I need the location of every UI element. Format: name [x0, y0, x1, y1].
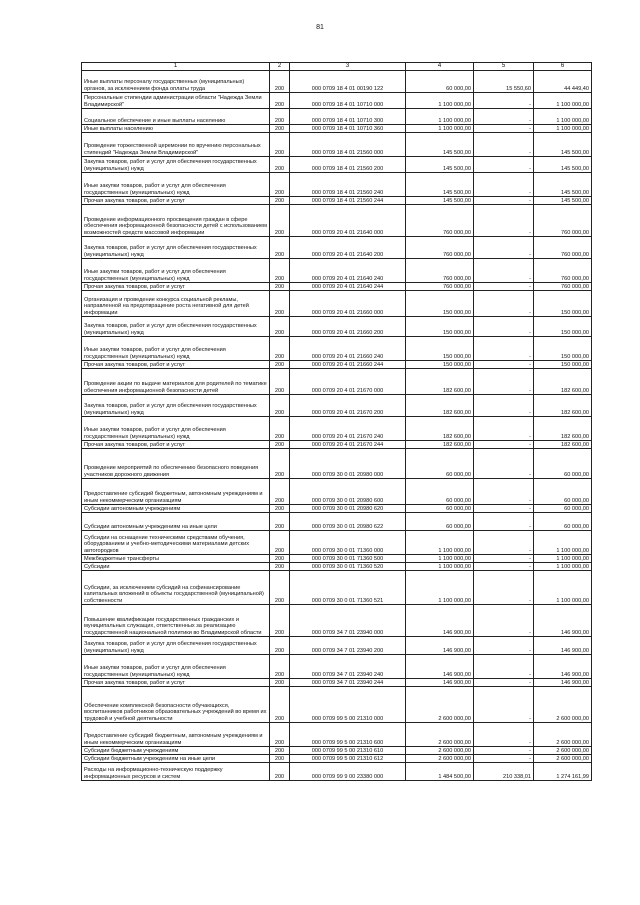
cell-c4: 150 000,00: [406, 291, 474, 317]
cell-c5: -: [474, 337, 534, 361]
cell-c4: 1 100 000,00: [406, 563, 474, 571]
cell-c3: 000 0709 18 4 01 21560 200: [290, 157, 406, 173]
cell-c4: 760 000,00: [406, 283, 474, 291]
table-row: [82, 259, 592, 283]
cell-c3: 000 0709 20 4 01 21670 240: [290, 417, 406, 441]
cell-c6: 60 000,00: [534, 479, 592, 505]
table-row: [82, 125, 592, 133]
table-row: [82, 283, 592, 291]
cell-c5: -: [474, 723, 534, 747]
table-row: [82, 531, 592, 555]
cell-c5: -: [474, 679, 534, 687]
cell-c5: -: [474, 369, 534, 395]
cell-c5: -: [474, 449, 534, 479]
cell-c1: Персональные стипендии администрации области "Надежда Земли Владимирской": [82, 93, 270, 109]
cell-c1: Проведение информационного просвещения граждан в сфере обеспечения информационной безопасности детей с использованием возможностей средств массовой информации: [82, 205, 270, 237]
table-row: [82, 763, 592, 781]
table-row: [82, 563, 592, 571]
cell-c2: 200: [270, 337, 290, 361]
cell-c3: 000 0709 18 4 01 00190 122: [290, 71, 406, 93]
cell-c6: 146 900,00: [534, 637, 592, 655]
cell-c1: Организация и проведение конкурса социальной рекламы, направленной на предотвращение роста негативной для детей информации: [82, 291, 270, 317]
cell-c3: 000 0709 20 4 01 21640 200: [290, 237, 406, 259]
cell-c4: 2 600 000,00: [406, 723, 474, 747]
cell-c4: 1 100 000,00: [406, 571, 474, 605]
table-row: [82, 237, 592, 259]
table-row: [82, 441, 592, 449]
cell-c2: 200: [270, 513, 290, 531]
cell-c2: 200: [270, 173, 290, 197]
table-row: [82, 173, 592, 197]
cell-c1: Субсидии, за исключением субсидий на софинансирование капитальных вложений в объекты государственной (муниципальной) собственности: [82, 571, 270, 605]
cell-c5: -: [474, 205, 534, 237]
cell-c4: 2 600 000,00: [406, 747, 474, 755]
cell-c6: 60 000,00: [534, 513, 592, 531]
cell-c3: 000 0709 30 0 01 71360 500: [290, 555, 406, 563]
cell-c4: 2 600 000,00: [406, 687, 474, 723]
cell-c3: 000 0709 20 4 01 21660 240: [290, 337, 406, 361]
cell-c5: -: [474, 157, 534, 173]
cell-c6: 145 500,00: [534, 157, 592, 173]
cell-c6: 145 500,00: [534, 173, 592, 197]
cell-c4: 60 000,00: [406, 513, 474, 531]
header-col-3: 3: [290, 63, 406, 71]
cell-c2: 200: [270, 71, 290, 93]
cell-c1: Иные закупки товаров, работ и услуг для обеспечения государственных (муниципальных) нужд: [82, 259, 270, 283]
cell-c6: 145 500,00: [534, 133, 592, 157]
cell-c6: 2 600 000,00: [534, 687, 592, 723]
table-row: [82, 755, 592, 763]
cell-c1: Проведение мероприятий по обеспечению безопасного поведения участников дорожного движения: [82, 449, 270, 479]
cell-c1: Прочая закупка товаров, работ и услуг: [82, 361, 270, 369]
cell-c2: 200: [270, 563, 290, 571]
cell-c4: 60 000,00: [406, 71, 474, 93]
cell-c6: 146 900,00: [534, 605, 592, 637]
cell-c2: 200: [270, 395, 290, 417]
cell-c3: 000 0709 20 4 01 21670 244: [290, 441, 406, 449]
cell-c6: 1 100 000,00: [534, 563, 592, 571]
cell-c5: -: [474, 505, 534, 513]
header-row: [82, 63, 592, 71]
cell-c4: 760 000,00: [406, 259, 474, 283]
table-row: [82, 571, 592, 605]
table-row: [82, 723, 592, 747]
cell-c2: 200: [270, 723, 290, 747]
cell-c2: 200: [270, 93, 290, 109]
cell-c4: 146 900,00: [406, 655, 474, 679]
cell-c1: Предоставление субсидий бюджетным, автономным учреждениям и иным некоммерческим организациям: [82, 479, 270, 505]
cell-c5: -: [474, 605, 534, 637]
table-row: [82, 637, 592, 655]
cell-c5: -: [474, 109, 534, 125]
cell-c4: 1 484 500,00: [406, 763, 474, 781]
cell-c3: 000 0709 18 4 01 10710 300: [290, 109, 406, 125]
cell-c2: 200: [270, 157, 290, 173]
cell-c1: Межбюджетные трансферты: [82, 555, 270, 563]
table-row: [82, 449, 592, 479]
cell-c3: 000 0709 99 5 00 21310 600: [290, 723, 406, 747]
cell-c1: Иные закупки товаров, работ и услуг для обеспечения государственных (муниципальных) нужд: [82, 417, 270, 441]
cell-c2: 200: [270, 369, 290, 395]
cell-c1: Субсидии автономным учреждениям на иные цели: [82, 513, 270, 531]
cell-c3: 000 0709 18 4 01 21560 000: [290, 133, 406, 157]
cell-c3: 000 0709 20 4 01 21660 200: [290, 317, 406, 337]
table-row: [82, 747, 592, 755]
cell-c1: Прочая закупка товаров, работ и услуг: [82, 679, 270, 687]
cell-c6: 760 000,00: [534, 259, 592, 283]
cell-c1: Прочая закупка товаров, работ и услуг: [82, 441, 270, 449]
cell-c2: 200: [270, 449, 290, 479]
cell-c6: 60 000,00: [534, 449, 592, 479]
cell-c2: 200: [270, 747, 290, 755]
cell-c1: Иные закупки товаров, работ и услуг для обеспечения государственных (муниципальных) нужд: [82, 655, 270, 679]
cell-c4: 60 000,00: [406, 505, 474, 513]
table-row: [82, 361, 592, 369]
cell-c6: 2 600 000,00: [534, 755, 592, 763]
table-body: [82, 71, 592, 781]
cell-c4: 145 500,00: [406, 133, 474, 157]
table-row: [82, 505, 592, 513]
cell-c3: 000 0709 99 5 00 21310 610: [290, 747, 406, 755]
cell-c5: -: [474, 687, 534, 723]
cell-c6: 182 600,00: [534, 369, 592, 395]
header-col-2: 2: [270, 63, 290, 71]
cell-c3: 000 0709 20 4 01 21640 000: [290, 205, 406, 237]
cell-c6: 760 000,00: [534, 237, 592, 259]
cell-c1: Субсидии бюджетным учреждениям на иные цели: [82, 755, 270, 763]
cell-c6: 1 100 000,00: [534, 125, 592, 133]
cell-c4: 2 600 000,00: [406, 755, 474, 763]
cell-c5: -: [474, 361, 534, 369]
cell-c2: 200: [270, 479, 290, 505]
cell-c5: -: [474, 173, 534, 197]
table-row: [82, 337, 592, 361]
cell-c3: 000 0709 99 9 00 23380 000: [290, 763, 406, 781]
cell-c4: 760 000,00: [406, 205, 474, 237]
cell-c6: 60 000,00: [534, 505, 592, 513]
cell-c3: 000 0709 99 5 00 21310 000: [290, 687, 406, 723]
cell-c3: 000 0709 99 5 00 21310 612: [290, 755, 406, 763]
table-row: [82, 479, 592, 505]
cell-c3: 000 0709 18 4 01 10710 000: [290, 93, 406, 109]
table-row: [82, 317, 592, 337]
cell-c2: 200: [270, 109, 290, 125]
cell-c5: -: [474, 259, 534, 283]
cell-c2: 200: [270, 531, 290, 555]
cell-c4: 145 500,00: [406, 157, 474, 173]
cell-c1: Иные закупки товаров, работ и услуг для обеспечения государственных (муниципальных) нужд: [82, 337, 270, 361]
cell-c4: 146 900,00: [406, 605, 474, 637]
cell-c1: Иные закупки товаров, работ и услуг для обеспечения государственных (муниципальных) нужд: [82, 173, 270, 197]
cell-c1: Прочая закупка товаров, работ и услуг: [82, 283, 270, 291]
cell-c1: Прочая закупка товаров, работ и услуг: [82, 197, 270, 205]
cell-c2: 200: [270, 637, 290, 655]
cell-c2: 200: [270, 205, 290, 237]
cell-c3: 000 0709 30 0 01 20980 620: [290, 505, 406, 513]
cell-c1: Повышение квалификации государственных гражданских и муниципальных служащих, ответственных за реализацию государственной национальной политики во Владимирской области: [82, 605, 270, 637]
cell-c2: 200: [270, 125, 290, 133]
cell-c3: 000 0709 30 0 01 20980 600: [290, 479, 406, 505]
table-row: [82, 655, 592, 679]
cell-c5: -: [474, 197, 534, 205]
cell-c5: -: [474, 563, 534, 571]
table-row: [82, 109, 592, 125]
cell-c6: 182 600,00: [534, 417, 592, 441]
table-row: [82, 513, 592, 531]
cell-c5: 210 338,01: [474, 763, 534, 781]
cell-c3: 000 0709 20 4 01 21660 000: [290, 291, 406, 317]
cell-c2: 200: [270, 763, 290, 781]
header-col-4: 4: [406, 63, 474, 71]
cell-c4: 150 000,00: [406, 337, 474, 361]
header-col-1: 1: [82, 63, 270, 71]
cell-c3: 000 0709 18 4 01 21560 240: [290, 173, 406, 197]
cell-c1: Проведение акции по выдаче материалов для родителей по тематике обеспечения информационной безопасности детей: [82, 369, 270, 395]
cell-c4: 60 000,00: [406, 479, 474, 505]
cell-c3: 000 0709 34 7 01 23940 240: [290, 655, 406, 679]
cell-c1: Социальное обеспечение и иные выплаты населению: [82, 109, 270, 125]
cell-c5: -: [474, 417, 534, 441]
cell-c4: 150 000,00: [406, 361, 474, 369]
cell-c6: 150 000,00: [534, 361, 592, 369]
cell-c4: 146 900,00: [406, 637, 474, 655]
cell-c2: 200: [270, 679, 290, 687]
cell-c4: 150 000,00: [406, 317, 474, 337]
budget-table: [81, 62, 592, 781]
cell-c4: 182 600,00: [406, 441, 474, 449]
cell-c6: 1 100 000,00: [534, 571, 592, 605]
cell-c3: 000 0709 18 4 01 10710 360: [290, 125, 406, 133]
cell-c1: Субсидии автономным учреждениям: [82, 505, 270, 513]
cell-c3: 000 0709 34 7 01 23940 000: [290, 605, 406, 637]
cell-c6: 2 600 000,00: [534, 723, 592, 747]
cell-c4: 1 100 000,00: [406, 555, 474, 563]
cell-c1: Закупка товаров, работ и услуг для обеспечения государственных (муниципальных) нужд: [82, 237, 270, 259]
cell-c4: 1 100 000,00: [406, 93, 474, 109]
cell-c6: 182 600,00: [534, 395, 592, 417]
cell-c2: 200: [270, 259, 290, 283]
cell-c4: 182 600,00: [406, 395, 474, 417]
cell-c4: 1 100 000,00: [406, 109, 474, 125]
cell-c5: -: [474, 317, 534, 337]
cell-c6: 1 100 000,00: [534, 109, 592, 125]
table-row: [82, 157, 592, 173]
cell-c3: 000 0709 34 7 01 23940 244: [290, 679, 406, 687]
cell-c1: Субсидии: [82, 563, 270, 571]
cell-c6: 1 100 000,00: [534, 555, 592, 563]
cell-c2: 200: [270, 687, 290, 723]
cell-c5: -: [474, 637, 534, 655]
table-row: [82, 369, 592, 395]
cell-c3: 000 0709 30 0 01 20980 000: [290, 449, 406, 479]
cell-c4: 60 000,00: [406, 449, 474, 479]
cell-c1: Закупка товаров, работ и услуг для обеспечения государственных (муниципальных) нужд: [82, 637, 270, 655]
cell-c3: 000 0709 20 4 01 21640 240: [290, 259, 406, 283]
cell-c1: Предоставление субсидий бюджетным, автономным учреждениям и иным некоммерческим организациям: [82, 723, 270, 747]
table-row: [82, 679, 592, 687]
cell-c1: Обеспечение комплексной безопасности обучающихся, воспитанников работников образовательных учреждений во время их трудовой и учебной деятельности: [82, 687, 270, 723]
cell-c6: 760 000,00: [534, 205, 592, 237]
cell-c4: 145 500,00: [406, 197, 474, 205]
cell-c4: 1 100 000,00: [406, 531, 474, 555]
cell-c4: 1 100 000,00: [406, 125, 474, 133]
table-row: [82, 71, 592, 93]
cell-c1: Проведение торжественной церемонии по вручению персональных стипендий "Надежда Земли Владимирской": [82, 133, 270, 157]
cell-c2: 200: [270, 505, 290, 513]
cell-c5: -: [474, 125, 534, 133]
cell-c5: -: [474, 655, 534, 679]
cell-c1: Иные выплаты персоналу государственных (муниципальных) органов, за исключением фонда оплаты труда: [82, 71, 270, 93]
table-row: [82, 133, 592, 157]
cell-c6: 182 600,00: [534, 441, 592, 449]
cell-c6: 150 000,00: [534, 291, 592, 317]
cell-c6: 145 500,00: [534, 197, 592, 205]
cell-c2: 200: [270, 655, 290, 679]
cell-c6: 1 100 000,00: [534, 531, 592, 555]
cell-c3: 000 0709 20 4 01 21660 244: [290, 361, 406, 369]
cell-c5: -: [474, 291, 534, 317]
cell-c3: 000 0709 20 4 01 21640 244: [290, 283, 406, 291]
cell-c6: 146 900,00: [534, 679, 592, 687]
cell-c4: 182 600,00: [406, 369, 474, 395]
header-col-6: 6: [534, 63, 592, 71]
cell-c5: -: [474, 441, 534, 449]
cell-c4: 760 000,00: [406, 237, 474, 259]
cell-c5: -: [474, 479, 534, 505]
cell-c4: 145 500,00: [406, 173, 474, 197]
cell-c2: 200: [270, 317, 290, 337]
cell-c1: Расходы на информационно-техническую поддержку информационных ресурсов и систем: [82, 763, 270, 781]
cell-c5: -: [474, 133, 534, 157]
cell-c3: 000 0709 34 7 01 23940 200: [290, 637, 406, 655]
cell-c6: 1 274 161,99: [534, 763, 592, 781]
cell-c4: 146 900,00: [406, 679, 474, 687]
cell-c2: 200: [270, 571, 290, 605]
table-row: [82, 205, 592, 237]
cell-c3: 000 0709 18 4 01 21560 244: [290, 197, 406, 205]
cell-c2: 200: [270, 197, 290, 205]
cell-c5: -: [474, 755, 534, 763]
page-number: 81: [316, 24, 324, 31]
cell-c5: -: [474, 571, 534, 605]
cell-c1: Субсидии на оснащение техническими средствами обучения, оборудованием и учебно-методическими материалами детских автогородков: [82, 531, 270, 555]
cell-c2: 200: [270, 605, 290, 637]
cell-c2: 200: [270, 133, 290, 157]
cell-c3: 000 0709 30 0 01 71360 521: [290, 571, 406, 605]
cell-c3: 000 0709 30 0 01 71360 000: [290, 531, 406, 555]
cell-c6: 150 000,00: [534, 317, 592, 337]
cell-c2: 200: [270, 361, 290, 369]
cell-c5: -: [474, 237, 534, 259]
cell-c4: 182 600,00: [406, 417, 474, 441]
cell-c1: Закупка товаров, работ и услуг для обеспечения государственных (муниципальных) нужд: [82, 395, 270, 417]
table-row: [82, 687, 592, 723]
cell-c2: 200: [270, 291, 290, 317]
cell-c6: 760 000,00: [534, 283, 592, 291]
cell-c3: 000 0709 30 0 01 71360 520: [290, 563, 406, 571]
cell-c6: 150 000,00: [534, 337, 592, 361]
cell-c5: -: [474, 93, 534, 109]
cell-c2: 200: [270, 283, 290, 291]
table-row: [82, 93, 592, 109]
cell-c2: 200: [270, 237, 290, 259]
cell-c6: 146 900,00: [534, 655, 592, 679]
cell-c1: Закупка товаров, работ и услуг для обеспечения государственных (муниципальных) нужд: [82, 157, 270, 173]
table-row: [82, 395, 592, 417]
cell-c3: 000 0709 30 0 01 20980 622: [290, 513, 406, 531]
header-col-5: 5: [474, 63, 534, 71]
cell-c6: 1 100 000,00: [534, 93, 592, 109]
cell-c3: 000 0709 20 4 01 21670 200: [290, 395, 406, 417]
cell-c6: 2 600 000,00: [534, 747, 592, 755]
cell-c1: Субсидии бюджетным учреждениям: [82, 747, 270, 755]
cell-c5: -: [474, 747, 534, 755]
table-row: [82, 555, 592, 563]
cell-c2: 200: [270, 417, 290, 441]
cell-c1: Закупка товаров, работ и услуг для обеспечения государственных (муниципальных) нужд: [82, 317, 270, 337]
cell-c6: 44 449,40: [534, 71, 592, 93]
cell-c2: 200: [270, 555, 290, 563]
table-row: [82, 417, 592, 441]
table-row: [82, 605, 592, 637]
cell-c5: -: [474, 513, 534, 531]
cell-c5: -: [474, 555, 534, 563]
cell-c5: -: [474, 531, 534, 555]
cell-c5: -: [474, 283, 534, 291]
table-row: [82, 291, 592, 317]
cell-c1: Иные выплаты населению: [82, 125, 270, 133]
cell-c3: 000 0709 20 4 01 21670 000: [290, 369, 406, 395]
cell-c2: 200: [270, 441, 290, 449]
cell-c5: 15 550,60: [474, 71, 534, 93]
table-row: [82, 197, 592, 205]
cell-c2: 200: [270, 755, 290, 763]
cell-c5: -: [474, 395, 534, 417]
